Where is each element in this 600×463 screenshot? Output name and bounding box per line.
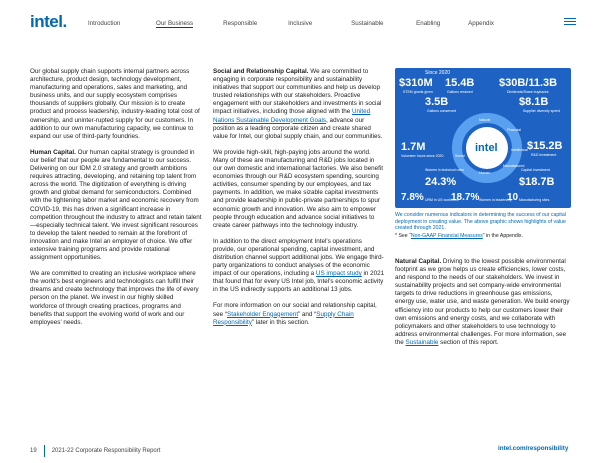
stat-women-technical-label: Women in technical roles (425, 168, 465, 172)
natural-text-b: section of this report. (438, 338, 499, 346)
caption-note (395, 233, 573, 240)
non-gaap-link[interactable]: Non-GAAP Financial Measures (410, 232, 483, 239)
page-number: 19 (30, 448, 37, 454)
ring-natural: Natural (479, 118, 491, 122)
column-2 (213, 68, 385, 335)
un-sdg-link[interactable]: United Nations Sustainable Development Goals (213, 108, 371, 124)
nav-sustainable[interactable]: Sustainable (351, 20, 384, 27)
menu-icon[interactable] (564, 18, 576, 27)
social-text-a: We are committed to engaging in corporate responsibility and sustainability initiatives that support our communities and help us develop trusted relationships with our stakeholders. Proactive engagement with our stakeholders and investments in social impact initiatives, including those aligned with the (213, 68, 382, 116)
human-capital-text: Our human capital strategy is grounded in our belief that our people are fundamental to our success. Delivering on our IDM 2.0 strategy and growth ambitions requires attracting, developing, and retaining top talent from across the world. The digitization of everything is driving growth and global demand for semiconductors. Combined with the tightening labor market and economic recovery from COVID-19, this has driven a significant increase in competition throughout the industry to attract and retain talent—especially technical talent. We invest significant resources to develop the talent needed to remain at the forefront of innovation and make Intel an employer of choice. We offer extensive training programs and provide rotational assignment opportunities. (30, 148, 202, 262)
ring-intellectual: Intellectual (511, 148, 528, 152)
natural-text-a: Driving to the lowest possible environmental footprint as we grow helps us create efficiencies, lower costs, and respond to the needs of our stakeholders. We invest in sustainability projects and set company-wide environmental targets to drive reductions in greenhouse gas emissions, energy use, water use, and waste generation. We build energy efficiency into our products to help our customers lower their own emissions and energy costs, and we collaborate with policymakers and other stakeholders to use technology to address environmental challenges. For more information, see the (395, 258, 570, 346)
infographic-caption (395, 212, 573, 239)
human-capital-paragraph (30, 149, 202, 262)
stat-gallons-conserved: 3.5B (425, 96, 449, 108)
stat-supplier-diversity: $8.1B (519, 96, 549, 108)
report-title: 2021-22 Corporate Responsibility Report (51, 448, 161, 454)
intel-logo[interactable]: intel. (30, 12, 67, 31)
stat-dividends: $30B/11.3B (499, 77, 558, 89)
since-label: Since 2020 (425, 70, 451, 76)
stat-stem-grants: $310M (399, 77, 433, 89)
social-capital-heading: Social and Relationship Capital. (213, 68, 309, 75)
more-info-a: For more information on our social and relationship capital, see “ (213, 302, 377, 318)
stat-rd-investment-label: R&D investment (531, 153, 557, 157)
stat-capital-investment-label: Capital investment (521, 168, 550, 172)
stat-dividends-label: Dividends/Share buybacks (507, 90, 549, 94)
human-capital-heading: Human Capital. (30, 148, 76, 156)
column-3 (395, 258, 571, 355)
stat-gallons-conserved-label: Gallons conserved (427, 109, 456, 113)
supply-chain-paragraph: Our global supply chain supports internal partners across architecture, product design, technology development, manufacturing and operations, sales and marketing, and business units, and our supply ecosystem comprises thousands of suppliers globally. Our mission is to create product and process leadership, industry-leading total cost of ownership, and uninter-rupted supply for our customers. In addition to our own manufacturing capacity, we continue to expand our use of third-party foundries. (30, 68, 200, 140)
natural-capital-heading: Natural Capital. (395, 258, 442, 265)
stat-urm: 7.8% (401, 192, 424, 203)
caption-text: We consider numerous indicators in determining the success of our capital deployment in creating value. The above graphic shows highlights of value created through 2021. (395, 212, 566, 231)
stat-manufacturing-sites-label: Manufacturing sites (519, 198, 550, 202)
inclusive-workplace-paragraph: We are committed to creating an inclusive workplace where the world's best engineers and technologists can fulfill their dreams and create technology that improves the life of every person on the planet. We invest in our highly skilled workforce of through creating practices, programs and benefits that support the evolving world of work and our employees' needs. (30, 270, 199, 326)
ring-manufactured: Manufactured (503, 164, 525, 168)
sustainable-link[interactable]: Sustainable (405, 338, 439, 346)
supply-chain-responsibility-link[interactable]: Supply Chain Responsibility (213, 310, 354, 326)
stat-rd-investment: $15.2B (527, 140, 563, 152)
nav-appendix[interactable]: Appendix (468, 20, 494, 27)
stat-women-leadership-label: Women in leadership (479, 198, 512, 202)
social-capital-paragraph (213, 68, 385, 141)
ring-social: Social (455, 154, 465, 158)
social-text-b: , advance our position as a leading corporate citizen and create shared value for Intel, our global supply chain, and our communities. (213, 116, 383, 140)
footer (30, 445, 160, 457)
stakeholder-engagement-link[interactable]: Stakeholder Engagement (227, 310, 299, 318)
nav-our-business[interactable]: Our Business (156, 20, 194, 27)
economic-impact-paragraph (213, 238, 385, 295)
stat-manufacturing-sites: 10 (507, 192, 519, 203)
ring-financial: Financial (507, 128, 522, 132)
stat-volunteer-hours: 1.7M (401, 141, 426, 153)
stat-urm-label: URM in US workforce (425, 198, 459, 202)
nav-enabling[interactable]: Enabling (416, 20, 441, 27)
ring-human: Human (479, 171, 491, 175)
stat-women-technical: 24.3% (425, 176, 457, 188)
top-nav (88, 20, 494, 28)
more-info-mid: ” and “ (298, 310, 317, 318)
impact-text-a: In addition to the direct employment Intel's operations provide, our operational spending, capital investment, and distribution channel support additional jobs. We engage third-party organizations to conduct analyses of the economic impact of our operations, including a (213, 237, 384, 278)
nav-responsible[interactable]: Responsible (223, 20, 258, 27)
note-a: * See “ (395, 232, 411, 239)
value-creation-infographic (395, 68, 571, 208)
stat-capital-investment: $18.7B (519, 176, 555, 188)
us-impact-study-link[interactable]: US impact study (315, 270, 362, 278)
responsibility-url-link[interactable]: intel.com/responsibility (498, 445, 569, 452)
more-info-paragraph (213, 302, 385, 326)
stat-gallons-restored: 15.4B (445, 77, 475, 89)
stat-supplier-diversity-label: Supplier diversity spend (523, 109, 561, 113)
stat-volunteer-hours-label: Volunteer hours since 2020 (401, 154, 444, 158)
nav-inclusive[interactable]: Inclusive (288, 20, 313, 27)
stat-stem-grants-label: STEM grants given (403, 90, 433, 94)
stat-women-leadership: 18.7% (451, 192, 480, 203)
column-1 (30, 68, 202, 335)
jobs-paragraph: We provide high-skill, high-paying jobs around the world. Many of these are manufacturing and R&D jobs located in our own domestic and international factories. We also benefit economies through our R&D ecosystem spending, sourcing activities, consumer spending by our employees, and tax payments. In addition, we make sizable capital investments and provide leadership in public-private partnerships to spur economic growth and innovation. We also aim to empower people through education and advance social initiatives to create career pathways into the technology industry. (213, 148, 383, 229)
nav-introduction[interactable]: Introduction (88, 20, 121, 27)
footer-divider (44, 445, 45, 457)
natural-capital-paragraph (395, 258, 571, 347)
note-b: ” in the Appendix. (482, 232, 523, 239)
center-intel-logo: intel (475, 142, 498, 154)
more-info-b: ” later in this section. (251, 318, 310, 326)
impact-text-b: in 2021 that found that for every US Intel job, Intel's economic activity in the US indirectly supports an additional 13 jobs. (213, 270, 385, 294)
stat-gallons-restored-label: Gallons restored (447, 90, 473, 94)
